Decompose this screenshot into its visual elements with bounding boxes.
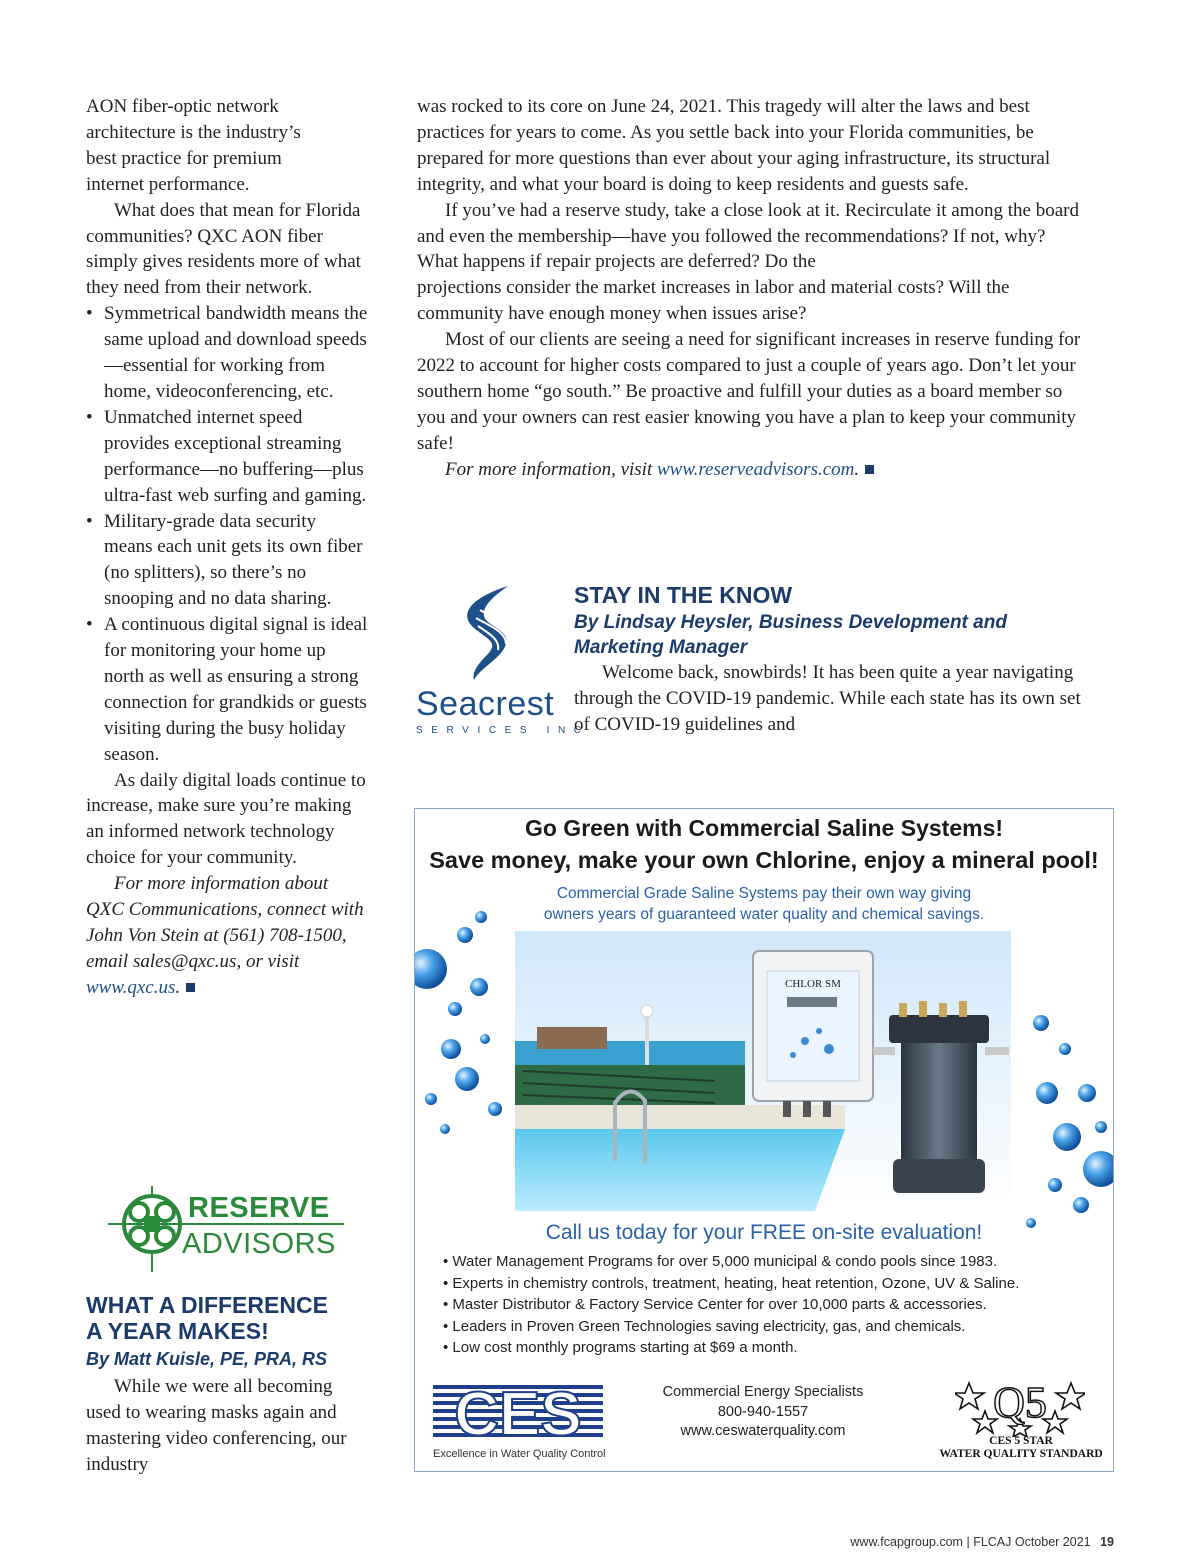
svg-text:Q5: Q5 (993, 1378, 1047, 1427)
seacrest-swirl-icon (416, 582, 558, 682)
list-item: • Military-grade data security means each unit gets its own fiber (no splitters), so there’s no snooping and no data sharing. (86, 510, 363, 610)
reserve-advisors-emblem-icon (108, 1186, 188, 1272)
end-mark-icon (186, 983, 195, 992)
ad-call-to-action: Call us today for your FREE on-site evaluation! (545, 1221, 983, 1244)
qxc-contact-note: For more information about QXC Communications, connect with John Von Stein at (561) 708-1500, email sales@qxc.us, or visit www.qxc.us. (86, 873, 364, 998)
clients-paragraph: Most of our clients are seeing a need for significant increases in reserve funding for 2022 to account for higher costs compared to just a couple of years ago. Don’t let your southern home “go south.” Be proactive and fulfill your duties as a board member so you and your owners can rest easier knowing you have a plan to keep your community safe! (417, 329, 1081, 454)
article-byline: By Lindsay Heysler, Business Development and Marketing Manager (574, 612, 1007, 658)
advisors-wordmark: ADVISORS (182, 1228, 336, 1260)
article-intro: Welcome back, snowbirds! It has been quite a year navigating through the COVID-19 pandemic. While each state has its own set of COVID-19 guidelines and (574, 662, 1081, 735)
list-item: • Symmetrical bandwidth means the same upload and download speeds—essential for working from home, videoconferencing, etc. (86, 303, 368, 402)
ces-tagline: Excellence in Water Quality Control (433, 1448, 606, 1460)
ad-benefits-list (443, 1251, 1019, 1359)
left-column (86, 94, 368, 1001)
device-label: CHLOR SM (785, 978, 841, 990)
list-item: • A continuous digital signal is ideal for monitoring your home up north as well as ensuring a strong connection for grandkids or guests visiting during the busy holiday season. (86, 614, 368, 765)
ces-logo (433, 1377, 603, 1443)
what-a-difference-article (86, 1292, 368, 1478)
ad-tagline: Commercial Grade Saline Systems pay their own way giving owners years of guaranteed water quality and chemical savings. (543, 885, 985, 923)
company-phone: 800-940-1557 (717, 1403, 809, 1420)
five-star-q5-logo (955, 1375, 1085, 1437)
ad-title: Go Green with Commercial Saline Systems! (524, 815, 1004, 841)
reserve-advisors-link[interactable]: www.reserveadvisors.com (657, 458, 855, 480)
tragedy-paragraph: was rocked to its core on June 24, 2021. This tragedy will alter the laws and best practices for years to come. As you settle back into your Florida communities, be prepared for more questions than ever about your aging infrastructure, its structural integrity, and what your board is doing to keep residents and guests safe. (417, 96, 1051, 195)
page-footer (850, 1535, 1114, 1549)
reserve-info-note: For more information, visit www.reserveadvisors.com. (417, 457, 1082, 483)
projections-paragraph: projections consider the market increases in labor and material costs? Will the community have enough money when issues arise? (417, 277, 1010, 325)
article-heading: STAY IN THE KNOW (574, 582, 793, 608)
company-contact (635, 1383, 891, 1442)
stay-in-the-know-article (574, 580, 1086, 738)
q5-standard-label: CES 5 STAR WATER QUALITY STANDARD (939, 1435, 1103, 1460)
seacrest-subtitle: SERVICES INC (416, 725, 590, 736)
article-heading: WHAT A DIFFERENCE A YEAR MAKES! (86, 1292, 328, 1344)
page-number: 19 (1100, 1535, 1114, 1549)
svg-text:CES: CES (454, 1380, 582, 1443)
footer-separator: | (966, 1535, 970, 1549)
list-item: • Experts in chemistry controls, treatment, heating, heat retention, Ozone, UV & Saline. (443, 1274, 1020, 1292)
reserve-advisors-logo (108, 1186, 344, 1272)
company-website: www.ceswaterquality.com (680, 1423, 846, 1439)
list-item: • Low cost monthly programs starting at $69 a month. (443, 1339, 798, 1357)
qxc-link[interactable]: www.qxc.us (86, 976, 176, 998)
seacrest-wordmark: Seacrest (416, 685, 555, 723)
article-intro: While we were all becoming used to wearing masks again and mastering video conferencing, our industry (86, 1376, 347, 1475)
seacrest-logo (416, 582, 590, 742)
right-column (417, 94, 1082, 483)
saline-systems-advertisement (414, 808, 1114, 1472)
ad-subtitle: Save money, make your own Chlorine, enjoy a mineral pool! (429, 847, 1099, 873)
list-item: • Water Management Programs for over 5,000 municipal & condo pools since 1983. (443, 1253, 998, 1270)
benefits-list (86, 301, 368, 767)
digital-loads-paragraph: As daily digital loads continue to increase, make sure you’re making an informed network technology choice for your community. (86, 769, 366, 869)
company-name: Commercial Energy Specialists (662, 1384, 864, 1400)
list-item: • Unmatched internet speed provides exceptional streaming performance—no buffering—plus ultra-fast web surfing and gaming. (86, 406, 367, 506)
pool-equipment-photo (515, 931, 1011, 1211)
article-byline: By Matt Kuisle, PE, PRA, RS (86, 1349, 328, 1369)
list-item: • Master Distributor & Factory Service Center for over 10,000 parts & accessories. (443, 1296, 987, 1314)
florida-paragraph: What does that mean for Florida communities? QXC AON fiber simply gives residents more of what they need from their network. (86, 199, 361, 299)
end-mark-icon (865, 465, 874, 474)
reserve-study-paragraph: If you’ve had a reserve study, take a close look at it. Recirculate it among the board and even the membership—have you followed the recommendations? If not, why? What happens if repair projects are deferred? Do the (417, 199, 1079, 273)
intro-paragraph: AON fiber-optic network architecture is the industry’s best practice for premium internet performance. (86, 96, 301, 195)
reserve-wordmark: RESERVE (188, 1192, 330, 1224)
list-item: • Leaders in Proven Green Technologies saving electricity, gas, and chemicals. (443, 1317, 966, 1335)
footer-publication: FLCAJ October 2021 (973, 1535, 1091, 1549)
bubbles-left-icon (415, 889, 525, 1139)
bubbles-right-icon (1011, 1009, 1114, 1239)
footer-site: www.fcapgroup.com (850, 1535, 963, 1549)
